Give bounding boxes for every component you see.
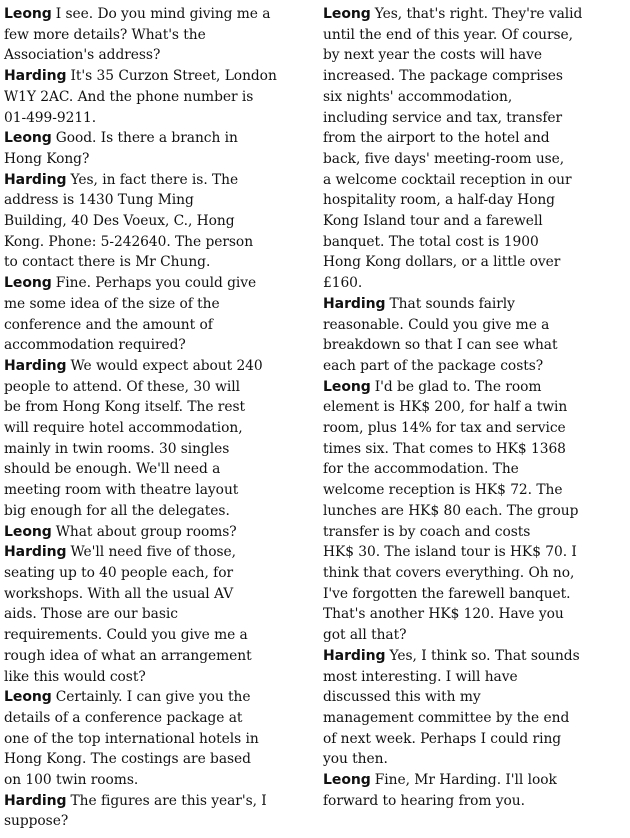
dialogue-turn — [323, 770, 626, 811]
speaker-name: Harding — [4, 544, 67, 561]
dialogue-line: transfer is by coach and costs — [323, 523, 531, 540]
dialogue-line: Fine, Mr Harding. I'll look — [374, 772, 557, 789]
dialogue-turn — [4, 356, 307, 522]
dialogue-line: Building, 40 Des Voeux, C., Hong — [4, 213, 235, 230]
dialogue-turn — [323, 4, 626, 294]
dialogue-line: It's 35 Curzon Street, London — [70, 68, 277, 85]
dialogue-column-right — [323, 4, 626, 838]
dialogue-line: forward to hearing from you. — [323, 792, 525, 809]
dialogue-line: be from Hong Kong itself. The rest — [4, 399, 245, 416]
dialogue-line: mainly in twin rooms. 30 singles — [4, 440, 230, 457]
dialogue-turn — [4, 791, 307, 832]
dialogue-line: big enough for all the delegates. — [4, 502, 230, 519]
dialogue-turn — [4, 128, 307, 169]
dialogue-line: Yes, in fact there is. The — [70, 171, 239, 188]
dialogue-turn — [323, 294, 626, 377]
dialogue-line: should be enough. We'll need a — [4, 461, 221, 478]
speaker-name: Leong — [4, 6, 52, 22]
dialogue-line: HK$ 30. The island tour is HK$ 70. I — [323, 544, 577, 561]
dialogue-line: including service and tax, transfer — [323, 109, 563, 126]
dialogue-line: Certainly. I can give you the — [55, 689, 251, 706]
dialogue-line: to contact there is Mr Chung. — [4, 254, 211, 271]
dialogue-line: few more details? What's the — [4, 26, 206, 43]
dialogue-line: Association's address? — [4, 47, 161, 64]
dialogue-line: I see. Do you mind giving me a — [55, 6, 271, 22]
dialogue-line: Fine. Perhaps you could give — [55, 275, 257, 292]
dialogue-line: lunches are HK$ 80 each. The group — [323, 502, 579, 519]
dialogue-turn — [323, 646, 626, 770]
dialogue-line: of next week. Perhaps I could ring — [323, 730, 562, 747]
dialogue-line: Kong. Phone: 5-242640. The person — [4, 233, 254, 250]
dialogue-line: reasonable. Could you give me a — [323, 316, 550, 333]
dialogue-line: We would expect about 240 — [70, 357, 263, 374]
dialogue-line: back, five days' meeting-room use, — [323, 150, 565, 167]
dialogue-turn — [323, 377, 626, 646]
dialogue-turn — [4, 542, 307, 687]
dialogue-line: hospitality room, a half-day Hong — [323, 192, 555, 209]
dialogue-line: Yes, I think so. That sounds — [389, 647, 580, 664]
speaker-name: Harding — [4, 171, 67, 188]
dialogue-line: discussed this with my — [323, 689, 481, 706]
dialogue-line: six nights' accommodation, — [323, 88, 513, 105]
speaker-name: Harding — [323, 295, 386, 312]
dialogue-line: you then. — [323, 751, 388, 768]
dialogue-line: 01-499-9211. — [4, 109, 97, 126]
dialogue-line: W1Y 2AC. And the phone number is — [4, 88, 254, 105]
dialogue-line: until the end of this year. Of course, — [323, 26, 573, 43]
dialogue-line: most interesting. I will have — [323, 668, 518, 685]
dialogue-line: I'd be glad to. The room — [374, 378, 542, 395]
dialogue-line: Hong Kong dollars, or a little over — [323, 254, 561, 271]
dialogue-line: me some idea of the size of the — [4, 295, 220, 312]
speaker-name: Harding — [323, 647, 386, 664]
dialogue-line: a welcome cocktail reception in our — [323, 171, 572, 188]
dialogue-line: We'll need five of those, — [70, 544, 236, 561]
dialogue-line: I've forgotten the farewell banquet. — [323, 585, 571, 602]
dialogue-line: address is 1430 Tung Ming — [4, 192, 194, 209]
speaker-name: Leong — [4, 689, 52, 706]
speaker-name: Leong — [323, 6, 371, 22]
dialogue-line: breakdown so that I can see what — [323, 337, 558, 354]
dialogue-line: Yes, that's right. They're valid — [374, 6, 583, 22]
dialogue-line: by next year the costs will have — [323, 47, 542, 64]
dialogue-line: management committee by the end — [323, 709, 570, 726]
dialogue-line: room, plus 14% for tax and service — [323, 420, 566, 437]
dialogue-line: rough idea of what an arrangement — [4, 647, 252, 664]
dialogue-line: got all that? — [323, 627, 407, 644]
dialogue-turn — [4, 687, 307, 791]
dialogue-turn — [4, 4, 307, 66]
dialogue-line: Hong Kong. The costings are based — [4, 751, 251, 768]
dialogue-line: banquet. The total cost is 1900 — [323, 233, 539, 250]
speaker-name: Leong — [4, 275, 52, 292]
dialogue-line: suppose? — [4, 813, 69, 830]
speaker-name: Leong — [4, 523, 52, 540]
speaker-name: Harding — [4, 357, 67, 374]
dialogue-line: £160. — [323, 275, 363, 292]
dialogue-line: Hong Kong? — [4, 150, 90, 167]
dialogue-line: think that covers everything. Oh no, — [323, 564, 575, 581]
dialogue-line: requirements. Could you give me a — [4, 627, 248, 644]
dialogue-turn — [4, 170, 307, 274]
dialogue-turn — [4, 273, 307, 356]
dialogue-line: times six. That comes to HK$ 1368 — [323, 440, 566, 457]
dialogue-column-left — [4, 4, 307, 838]
speaker-name: Leong — [4, 130, 52, 147]
dialogue-line: people to attend. Of these, 30 will — [4, 378, 240, 395]
dialogue-line: That's another HK$ 120. Have you — [323, 606, 564, 623]
dialogue-line: will require hotel accommodation, — [4, 420, 243, 437]
dialogue-line: on 100 twin rooms. — [4, 772, 139, 789]
dialogue-line: workshops. With all the usual AV — [4, 585, 234, 602]
dialogue-line: That sounds fairly — [389, 295, 515, 312]
speaker-name: Harding — [4, 68, 67, 85]
dialogue-line: Good. Is there a branch in — [55, 130, 238, 147]
dialogue-line: each part of the package costs? — [323, 357, 544, 374]
speaker-name: Leong — [323, 378, 371, 395]
dialogue-line: conference and the amount of — [4, 316, 213, 333]
dialogue-line: meeting room with theatre layout — [4, 482, 239, 499]
dialogue-line: The figures are this year's, I — [70, 792, 267, 809]
dialogue-line: for the accommodation. The — [323, 461, 519, 478]
dialogue-turn — [4, 522, 307, 543]
dialogue-line: one of the top international hotels in — [4, 730, 259, 747]
dialogue-line: accommodation required? — [4, 337, 186, 354]
dialogue-line: like this would cost? — [4, 668, 146, 685]
dialogue-line: seating up to 40 people each, for — [4, 564, 234, 581]
dialogue-line: welcome reception is HK$ 72. The — [323, 482, 563, 499]
dialogue-line: Kong Island tour and a farewell — [323, 213, 543, 230]
speaker-name: Harding — [4, 792, 67, 809]
dialogue-line: from the airport to the hotel and — [323, 130, 550, 147]
dialogue-turn — [4, 66, 307, 128]
speaker-name: Leong — [323, 772, 371, 789]
dialogue-line: What about group rooms? — [55, 523, 237, 540]
dialogue-line: details of a conference package at — [4, 709, 243, 726]
dialogue-line: aids. Those are our basic — [4, 606, 178, 623]
dialogue-line: element is HK$ 200, for half a twin — [323, 399, 568, 416]
dialogue-line: increased. The package comprises — [323, 68, 563, 85]
